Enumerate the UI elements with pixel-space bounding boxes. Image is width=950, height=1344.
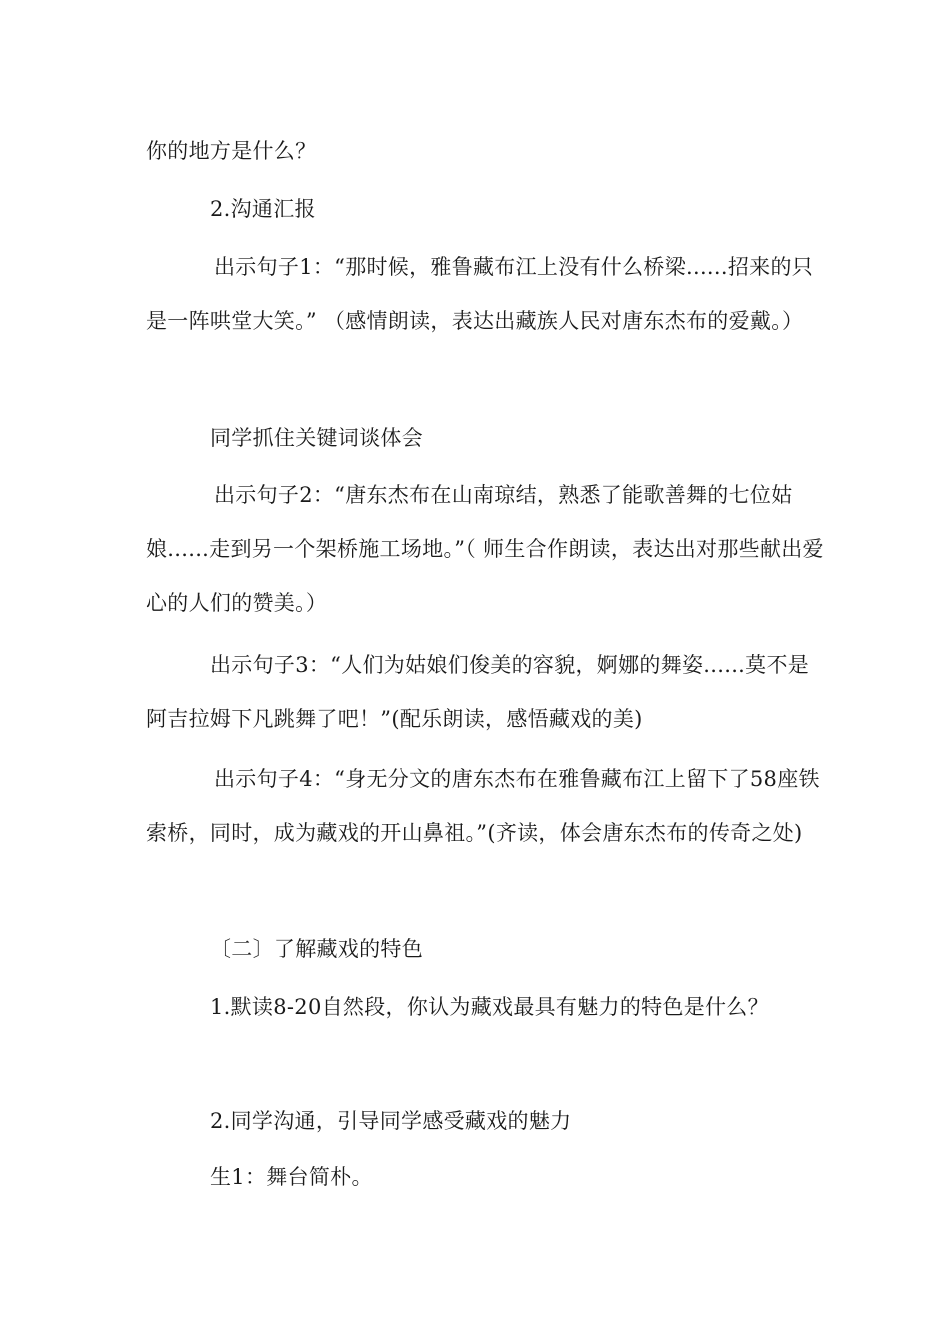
paragraph-sentence-3: 出示句子3：“人们为姑娘们俊美的容貌，婀娜的舞姿......莫不是阿吉拉姆下凡跳舞了吧！”(配乐朗读，感悟藏戏的美): [146, 653, 810, 731]
paragraph-sentence-4: 出示句子4：“身无分文的唐东杰布在雅鲁藏布江上留下了58座铁索桥，同时，成为藏戏的开山鼻祖。”(齐读，体会唐东杰布的传奇之处): [146, 767, 820, 845]
paragraph-student-answer-1: 生1：舞台简朴。: [210, 1165, 373, 1189]
paragraph-step-2-communication: 2.同学沟通，引导同学感受藏戏的魅力: [210, 1109, 572, 1133]
paragraph-sentence-2: 出示句子2：“唐东杰布在山南琼结，熟悉了能歌善舞的七位姑娘......走到另一个架桥施工场地。”（ 师生合作朗读，表达出对那些献出爱心的人们的赞美。）: [146, 483, 824, 615]
paragraph-continuation: 你的地方是什么？: [146, 139, 317, 163]
section-heading-features: 〔二〕了解藏戏的特色: [210, 937, 423, 961]
paragraph-keyword-discussion: 同学抓住关键词谈体会: [210, 426, 423, 450]
paragraph-question-1: 1.默读8-20自然段，你认为藏戏最具有魅力的特色是什么？: [210, 995, 769, 1019]
paragraph-sentence-1: 出示句子1：“那时候，雅鲁藏布江上没有什么桥梁......招来的只是一阵哄堂大笑。” （感情朗读，表达出藏族人民对唐东杰布的爱戴。）: [146, 255, 814, 333]
paragraph-step-2-heading: 2.沟通汇报: [210, 197, 316, 221]
